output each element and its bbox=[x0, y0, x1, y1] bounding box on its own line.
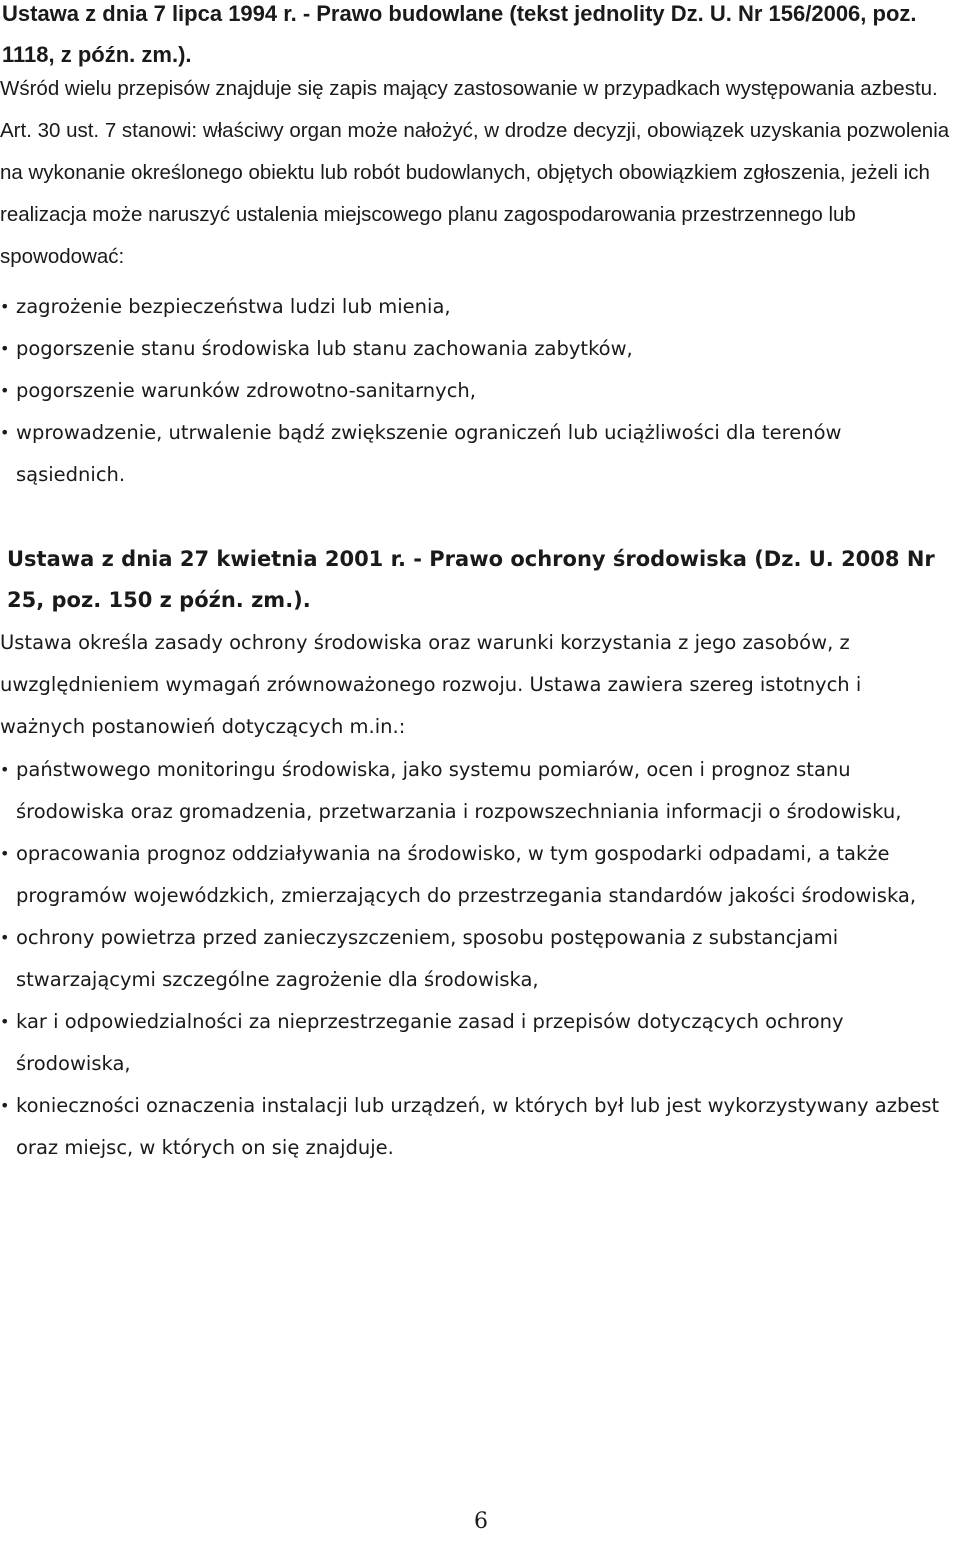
list-item-text: ochrony powietrza przed zanieczyszczeniem, sposobu postępowania z substancjami stwarzającymi szczególne zagrożenie dla środowiska, bbox=[16, 926, 839, 991]
section-intro-prawo-ochrony-srodowiska: Ustawa określa zasady ochrony środowiska oraz warunki korzystania z jego zasobów, z uwzględnieniem wymagań zrównoważonego rozwoju. Ustawa zawiera szereg istotnych i ważnych postanowień dotyczących m.in.: bbox=[0, 631, 862, 738]
bullet-icon: • bbox=[0, 381, 10, 400]
list-item-text: opracowania prognoz oddziaływania na środowisko, w tym gospodarki odpadami, a także programów wojewódzkich, zmierzających do przestrzegania standardów jakości środowiska, bbox=[16, 842, 917, 907]
section-intro-prawo-budowlane: Wśród wielu przepisów znajduje się zapis mający zastosowanie w przypadkach występowania azbestu. Art. 30 ust. 7 stanowi: właściwy organ może nałożyć, w drodze decyzji, obowiązek uzyskania pozwolenia na wykonanie określonego obiektu lub robót budowlanych, objętych obowiązkiem zgłoszenia, jeżeli ich realizacja może naruszyć ustalenia miejscowego planu zagospodarowania przestrzennego lub spowodować: bbox=[0, 77, 950, 268]
bullet-icon: • bbox=[0, 1096, 10, 1115]
bullet-icon: • bbox=[0, 1012, 10, 1031]
list-item bbox=[0, 833, 960, 917]
list-item-text: pogorszenie warunków zdrowotno-sanitarnych, bbox=[16, 379, 476, 402]
page-number: 6 bbox=[474, 1509, 488, 1534]
list-item-text: zagrożenie bezpieczeństwa ludzi lub mienia, bbox=[16, 295, 451, 318]
list-item-text: konieczności oznaczenia instalacji lub urządzeń, w których był lub jest wykorzystywany azbest oraz miejsc, w których on się znajduje. bbox=[16, 1094, 940, 1159]
list-item bbox=[0, 370, 950, 412]
section-heading-prawo-ochrony-srodowiska: Ustawa z dnia 27 kwietnia 2001 r. - Prawo ochrony środowiska (Dz. U. 2008 Nr 25, poz. 150 z późn. zm.). bbox=[7, 547, 935, 612]
list-item bbox=[0, 1001, 960, 1085]
section-heading-prawo-budowlane: Ustawa z dnia 7 lipca 1994 r. - Prawo budowlane (tekst jednolity Dz. U. Nr 156/2006, poz. 1118, z późn. zm.). bbox=[2, 1, 917, 67]
list-item bbox=[0, 1085, 960, 1169]
bullet-icon: • bbox=[0, 844, 10, 863]
list-item-text: pogorszenie stanu środowiska lub stanu zachowania zabytków, bbox=[16, 337, 633, 360]
list-item bbox=[0, 412, 916, 496]
list-item-text: państwowego monitoringu środowiska, jako systemu pomiarów, ocen i prognoz stanu środowiska oraz gromadzenia, przetwarzania i rozpowszechniania informacji o środowisku, bbox=[16, 758, 902, 823]
bullet-list-prawo-budowlane bbox=[0, 286, 950, 496]
bullet-icon: • bbox=[0, 297, 10, 316]
bullet-icon: • bbox=[0, 423, 10, 442]
list-item bbox=[0, 749, 960, 833]
list-item bbox=[0, 328, 950, 370]
bullet-list-prawo-ochrony-srodowiska bbox=[0, 749, 950, 1169]
list-item-text: wprowadzenie, utrwalenie bądź zwiększenie ograniczeń lub uciążliwości dla terenów sąsiednich. bbox=[16, 421, 842, 486]
bullet-icon: • bbox=[0, 928, 10, 947]
list-item-text: kar i odpowiedzialności za nieprzestrzeganie zasad i przepisów dotyczących ochrony środowiska, bbox=[16, 1010, 844, 1075]
bullet-icon: • bbox=[0, 339, 10, 358]
bullet-icon: • bbox=[0, 760, 10, 779]
list-item bbox=[0, 917, 960, 1001]
list-item bbox=[0, 286, 950, 328]
